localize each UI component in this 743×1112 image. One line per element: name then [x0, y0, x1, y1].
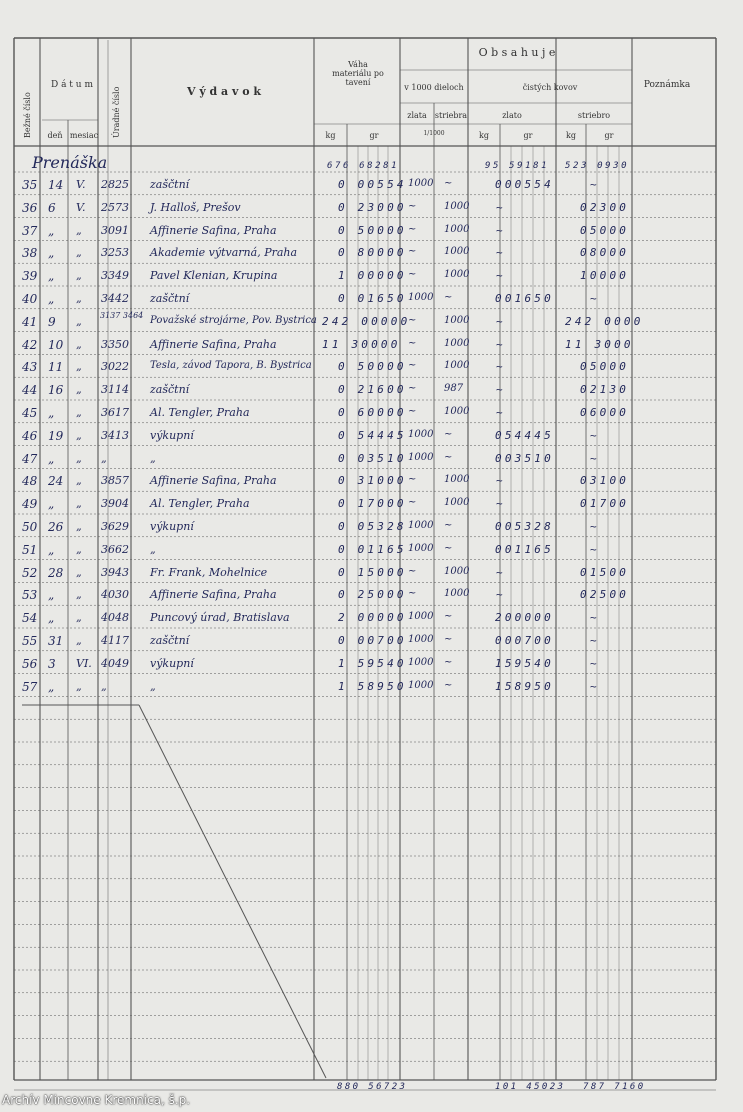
row-number: 56	[22, 656, 38, 671]
row-number: 57	[22, 679, 38, 694]
row-number: 47	[22, 451, 38, 466]
row-gold-fineness: ~	[408, 474, 417, 486]
row-gold-fineness: ~	[408, 269, 417, 281]
row-silver-fineness: ~	[444, 679, 453, 691]
row-weight: 0 60000	[338, 406, 407, 419]
row-gold-pure: 001650	[495, 292, 554, 305]
row-day: „	[48, 679, 55, 694]
row-month: V.	[76, 178, 86, 191]
row-ref: 3253	[101, 246, 129, 260]
row-gold-pure: ~	[496, 269, 506, 283]
row-weight: 0 21600	[338, 383, 407, 397]
row-weight: 0 54445	[338, 428, 407, 442]
row-gold-fineness: ~	[408, 565, 417, 577]
row-number: 38	[22, 246, 38, 261]
row-number: 43	[22, 360, 38, 375]
row-gold-pure: 054445	[495, 428, 554, 442]
row-gold-pure: ~	[496, 337, 506, 351]
row-gold-fineness: 1000	[408, 656, 434, 668]
total-silver: 787 7160	[583, 1082, 646, 1092]
row-month: „	[76, 497, 82, 511]
row-day: „	[48, 542, 55, 557]
header-gold-kg: kg	[479, 131, 489, 140]
row-weight: 0 03510	[338, 451, 407, 465]
row-ref: 4030	[101, 588, 129, 602]
row-month: „	[76, 383, 82, 397]
row-month: „	[76, 360, 82, 374]
header-striebra: striebra	[434, 111, 468, 120]
row-gold-fineness: ~	[408, 200, 417, 212]
header-silver-kg: kg	[566, 131, 576, 140]
row-silver-pure: 05000	[580, 223, 630, 237]
row-number: 54	[22, 611, 38, 626]
row-gold-pure: 001165	[495, 542, 554, 556]
row-ref: 3022	[101, 360, 129, 374]
row-day: „	[48, 611, 55, 626]
row-day: „	[48, 292, 55, 306]
row-gold-fineness: ~	[408, 588, 417, 600]
row-weight: 242 00000	[322, 314, 411, 328]
header-vaha: Váha materiálu po tavení	[332, 60, 384, 88]
row-gold-pure: 003510	[495, 451, 554, 465]
row-number: 39	[22, 269, 38, 284]
row-month: „	[76, 246, 82, 260]
row-description: „	[150, 542, 156, 556]
row-weight: 1 58950	[338, 679, 407, 693]
header-zlata: zlata	[407, 111, 427, 120]
row-gold-fineness: ~	[408, 497, 417, 509]
row-number: 46	[22, 428, 38, 443]
row-description: zaščtní	[150, 634, 190, 647]
row-silver-pure: ~	[590, 656, 600, 670]
row-day: 10	[48, 337, 64, 352]
header-poznamka: Poznámka	[643, 80, 691, 90]
row-silver-pure: ~	[590, 542, 600, 556]
row-day: 3	[48, 656, 56, 671]
row-ref: 4117	[101, 634, 129, 647]
row-description: Al. Tengler, Praha	[150, 497, 250, 511]
row-day: 28	[48, 565, 64, 580]
row-silver-pure: 02300	[580, 200, 630, 214]
row-number: 51	[22, 542, 38, 557]
row-ref: 3137 3464	[100, 310, 144, 320]
row-silver-fineness: ~	[444, 428, 453, 440]
row-day: 31	[48, 634, 64, 648]
row-description: zaščtní	[150, 178, 190, 191]
row-gold-fineness: 1000	[408, 428, 434, 440]
row-weight: 0 80000	[338, 246, 407, 260]
row-gold-fineness: 1000	[408, 520, 434, 531]
row-number: 36	[22, 200, 38, 215]
row-gold-fineness: ~	[408, 406, 417, 417]
row-description: Pavel Klenian, Krupina	[150, 269, 278, 283]
header-cistych-kovov: čistých kovov	[522, 83, 578, 92]
row-silver-pure: ~	[590, 520, 600, 533]
row-silver-pure: ~	[590, 451, 600, 465]
row-day: „	[48, 269, 55, 284]
row-weight: 1 00000	[338, 269, 407, 283]
row-gold-fineness: 1000	[408, 679, 434, 691]
row-month: „	[76, 428, 82, 442]
row-weight: 1 59540	[338, 656, 407, 670]
total-weight: 880 56723	[337, 1082, 408, 1092]
row-gold-fineness: ~	[408, 337, 417, 349]
row-day: „	[48, 223, 55, 238]
row-gold-pure: 200000	[495, 611, 554, 625]
row-gold-pure: ~	[496, 406, 506, 419]
row-silver-pure: ~	[590, 178, 600, 191]
row-month: V.	[76, 200, 86, 214]
row-description: Puncový úrad, Bratislava	[150, 611, 290, 625]
row-silver-fineness: ~	[444, 451, 453, 463]
row-number: 40	[22, 292, 38, 306]
row-silver-fineness: 1000	[444, 360, 470, 372]
row-silver-pure: 01500	[580, 565, 630, 579]
row-silver-fineness: ~	[444, 178, 453, 189]
row-day: 11	[48, 360, 64, 375]
row-month: „	[76, 542, 82, 556]
row-description: J. Halloš, Prešov	[150, 200, 241, 214]
row-weight: 0 01165	[338, 542, 407, 556]
row-gold-pure: 000554	[495, 178, 554, 191]
row-silver-pure: 11 3000	[565, 337, 634, 351]
row-ref: 3857	[101, 474, 129, 488]
row-day: 19	[48, 428, 64, 443]
row-day: „	[48, 588, 55, 603]
row-description: Tesla, závod Tapora, B. Bystrica	[150, 360, 312, 372]
row-number: 48	[22, 474, 38, 489]
header-bezne-cislo: Bežné číslo	[23, 92, 32, 138]
row-month: „	[76, 314, 82, 328]
row-weight: 0 15000	[338, 565, 407, 579]
row-day: 6	[48, 200, 56, 215]
row-silver-fineness: ~	[444, 292, 453, 303]
row-description: Al. Tengler, Praha	[150, 406, 250, 419]
row-gold-pure: ~	[496, 314, 506, 328]
row-number: 42	[22, 337, 38, 352]
row-silver-fineness: 1000	[444, 314, 470, 326]
row-ref: 3091	[101, 223, 129, 237]
row-gold-pure: ~	[496, 360, 506, 374]
total-gold: 101 45023	[495, 1082, 566, 1092]
row-silver-pure: ~	[590, 292, 600, 305]
row-ref: 3617	[101, 406, 129, 419]
row-gold-pure: ~	[496, 497, 506, 511]
row-day: 14	[48, 178, 64, 192]
row-ref: „	[101, 451, 107, 465]
carry-over-silver: 523 0930	[565, 161, 630, 171]
row-silver-fineness: 1000	[444, 200, 470, 212]
row-month: „	[76, 679, 82, 693]
row-ref: 4049	[101, 656, 129, 670]
row-gold-fineness: ~	[408, 223, 417, 235]
row-silver-pure: 242 0000	[565, 314, 644, 328]
row-silver-pure: 01700	[580, 497, 630, 511]
row-weight: 0 05328	[338, 520, 407, 533]
row-ref: 2573	[101, 200, 129, 214]
row-description: Akademie výtvarná, Praha	[150, 246, 298, 260]
header-gr: gr	[369, 131, 379, 140]
row-gold-pure: 005328	[495, 520, 554, 533]
row-ref: 3904	[101, 497, 129, 511]
row-day: 16	[48, 383, 64, 398]
row-silver-fineness: 1000	[444, 337, 470, 349]
row-gold-fineness: ~	[408, 383, 417, 395]
row-month: „	[76, 474, 82, 488]
row-month: „	[76, 269, 82, 283]
row-description: Fr. Frank, Mohelnice	[150, 565, 268, 579]
row-day: „	[48, 406, 55, 420]
header-kg: kg	[325, 131, 336, 140]
row-description: „	[150, 679, 156, 693]
row-gold-fineness: ~	[408, 314, 417, 326]
row-gold-pure: 158950	[495, 679, 554, 693]
row-silver-pure: 06000	[580, 406, 630, 419]
row-ref: 3629	[101, 520, 129, 533]
row-gold-pure: 159540	[495, 656, 554, 670]
row-gold-pure: ~	[496, 246, 506, 260]
row-number: 44	[22, 383, 38, 398]
row-weight: 0 25000	[338, 588, 407, 602]
row-silver-fineness: 1000	[444, 269, 470, 281]
header-per1000: 1/1000	[423, 130, 445, 137]
row-day: 9	[48, 314, 56, 329]
row-silver-fineness: 1000	[444, 497, 470, 509]
row-number: 41	[22, 314, 38, 329]
row-silver-pure: 02500	[580, 588, 630, 602]
row-silver-pure: 03100	[580, 474, 630, 488]
header-obsahuje: O b s a h u j e	[478, 46, 556, 59]
row-day: 26	[48, 520, 64, 534]
row-gold-pure: ~	[496, 223, 506, 237]
row-ref: 3442	[101, 292, 129, 305]
row-weight: 0 50000	[338, 360, 407, 374]
row-description: „	[150, 451, 156, 465]
row-month: „	[76, 611, 82, 625]
row-day: „	[48, 246, 55, 261]
row-ref: 3114	[101, 383, 129, 397]
row-ref: 3349	[101, 269, 129, 283]
row-month: „	[76, 634, 82, 647]
row-month: „	[76, 223, 82, 237]
row-weight: 0 00554	[338, 178, 407, 191]
row-number: 45	[22, 406, 38, 420]
row-silver-fineness: 1000	[444, 588, 470, 600]
closing-diagonal	[139, 705, 326, 1078]
row-gold-fineness: 1000	[408, 292, 434, 303]
row-gold-fineness: 1000	[408, 178, 434, 189]
row-number: 49	[22, 497, 38, 512]
row-month: VI.	[76, 656, 92, 670]
row-gold-pure: ~	[496, 200, 506, 214]
row-gold-fineness: ~	[408, 360, 417, 372]
row-ref: 3350	[101, 337, 129, 351]
header-silver-gr: gr	[604, 131, 614, 140]
row-silver-fineness: 1000	[444, 246, 470, 258]
row-gold-pure: ~	[496, 474, 506, 488]
row-ref: 3943	[101, 565, 129, 579]
carry-over-weight: 676 68281	[327, 161, 400, 171]
row-silver-pure: ~	[590, 634, 600, 647]
row-gold-fineness: 1000	[408, 611, 434, 623]
row-silver-fineness: ~	[444, 611, 453, 623]
row-silver-fineness: ~	[444, 634, 453, 645]
row-month: „	[76, 588, 82, 602]
row-weight: 2 00000	[338, 611, 407, 625]
row-silver-pure: 10000	[580, 269, 630, 283]
row-number: 50	[22, 520, 38, 534]
row-month: „	[76, 565, 82, 579]
row-day: „	[48, 451, 55, 466]
row-silver-pure: 05000	[580, 360, 630, 374]
row-number: 55	[22, 634, 38, 648]
row-number: 35	[22, 178, 38, 192]
archive-credit: Archív Mincovne Kremnica, š.p.	[2, 1093, 191, 1107]
row-description: Affinerie Safina, Praha	[150, 588, 277, 602]
row-day: 24	[48, 474, 64, 489]
row-gold-pure: ~	[496, 588, 506, 602]
row-month: „	[76, 406, 82, 419]
row-month: „	[76, 337, 82, 351]
header-mesiac: mesiac	[69, 131, 99, 140]
header-zlato: zlato	[502, 111, 522, 120]
carry-over-label: Prenáška	[32, 153, 108, 172]
row-ref: „	[101, 679, 107, 693]
row-ref: 4048	[101, 611, 129, 625]
row-gold-pure: ~	[496, 565, 506, 579]
row-description: výkupní	[150, 428, 194, 442]
row-month: „	[76, 292, 82, 305]
header-vydavok: V ý d a v o k	[186, 85, 262, 98]
carry-over-gold: 95 59181	[485, 161, 550, 171]
row-weight: 0 17000	[338, 497, 407, 511]
row-ref: 2825	[101, 178, 129, 191]
row-month: „	[76, 520, 82, 533]
row-silver-pure: ~	[590, 679, 600, 693]
row-silver-fineness: 1000	[444, 565, 470, 577]
row-description: Affinerie Safina, Praha	[150, 223, 277, 237]
row-description: Affinerie Safina, Praha	[150, 337, 277, 351]
row-silver-fineness: 1000	[444, 223, 470, 235]
header-gold-gr: gr	[523, 131, 533, 140]
row-ref: 3413	[101, 428, 129, 442]
row-weight: 0 50000	[338, 223, 407, 237]
row-silver-fineness: 987	[444, 383, 464, 395]
row-number: 37	[22, 223, 38, 238]
row-silver-pure: ~	[590, 611, 600, 625]
row-number: 53	[22, 588, 38, 603]
row-weight: 0 00700	[338, 634, 407, 647]
row-number: 52	[22, 565, 38, 580]
row-day: „	[48, 497, 55, 512]
row-gold-fineness: ~	[408, 246, 417, 258]
row-weight: 11 30000	[322, 337, 401, 351]
row-month: „	[76, 451, 82, 465]
row-silver-fineness: ~	[444, 520, 453, 531]
row-silver-fineness: 1000	[444, 406, 470, 417]
row-silver-pure: 02130	[580, 383, 630, 397]
row-description: výkupní	[150, 656, 194, 670]
header-striebro: striebro	[577, 111, 611, 120]
row-silver-pure: 08000	[580, 246, 630, 260]
row-silver-pure: ~	[590, 428, 600, 442]
row-description: Affinerie Safina, Praha	[150, 474, 277, 488]
row-gold-fineness: 1000	[408, 451, 434, 463]
header-datum: D á t u m	[51, 80, 93, 90]
row-description: zaščtní	[150, 292, 190, 305]
header-v1000: v 1000 dieloch	[404, 83, 464, 92]
row-description: Považské strojárne, Pov. Bystrica	[150, 314, 317, 326]
row-ref: 3662	[101, 542, 129, 556]
header-den: deň	[47, 131, 63, 140]
row-weight: 0 01650	[338, 292, 407, 305]
row-silver-fineness: ~	[444, 656, 453, 668]
row-silver-fineness: ~	[444, 542, 453, 554]
row-gold-pure: 000700	[495, 634, 554, 647]
row-weight: 0 23000	[338, 200, 407, 214]
row-silver-fineness: 1000	[444, 474, 470, 486]
row-gold-pure: ~	[496, 383, 506, 397]
row-description: výkupní	[150, 520, 194, 533]
header-uradne-cislo: Úradné číslo	[112, 86, 121, 138]
row-description: zaščtní	[150, 383, 190, 397]
row-gold-fineness: 1000	[408, 542, 434, 554]
row-gold-fineness: 1000	[408, 634, 434, 645]
row-weight: 0 31000	[338, 474, 407, 488]
